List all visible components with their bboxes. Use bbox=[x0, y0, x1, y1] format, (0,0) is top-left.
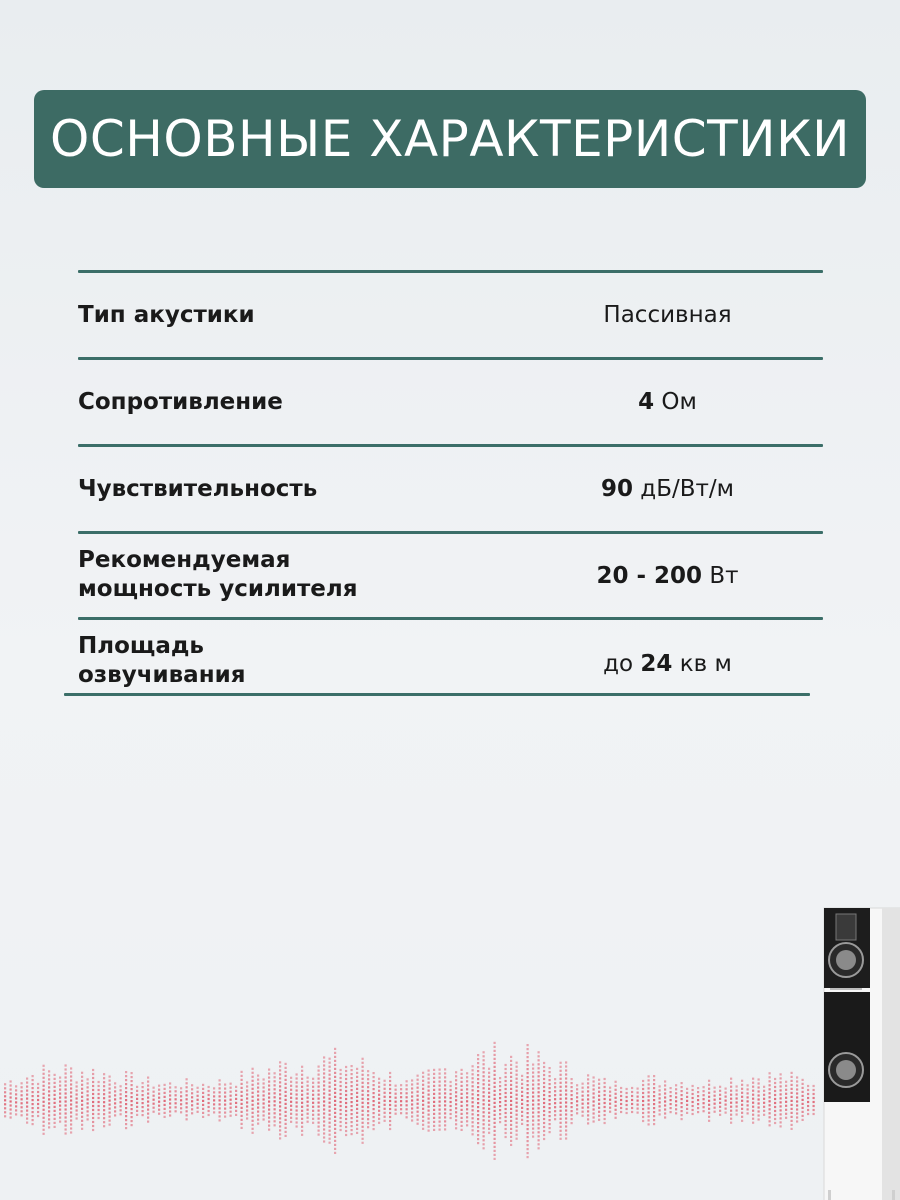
wave-bar bbox=[351, 1065, 353, 1135]
wave-bar bbox=[48, 1070, 50, 1128]
wave-bar bbox=[648, 1075, 650, 1125]
wave-bar bbox=[774, 1078, 776, 1124]
wave-bar bbox=[461, 1069, 463, 1131]
floor-speaker-image bbox=[812, 900, 900, 1200]
row-divider bbox=[78, 444, 823, 447]
wave-bar bbox=[312, 1078, 314, 1124]
wave-bar bbox=[626, 1088, 628, 1114]
spec-value bbox=[520, 562, 815, 591]
wave-bar bbox=[4, 1083, 6, 1117]
wave-bar bbox=[444, 1068, 446, 1130]
wave-bar bbox=[483, 1051, 485, 1149]
wave-bar bbox=[87, 1078, 89, 1120]
wave-bar bbox=[329, 1058, 331, 1144]
wave-bar bbox=[565, 1061, 567, 1139]
wave-bar bbox=[417, 1075, 419, 1125]
wave-bar bbox=[538, 1051, 540, 1149]
spec-value-number: 90 bbox=[600, 476, 633, 502]
wave-bar bbox=[549, 1067, 551, 1133]
spec-value bbox=[520, 301, 815, 330]
wave-bar bbox=[125, 1071, 127, 1129]
spec-value-unit: Ом bbox=[661, 389, 697, 415]
wave-bar bbox=[593, 1076, 595, 1122]
wave-bar bbox=[362, 1058, 364, 1144]
wave-bar bbox=[279, 1061, 281, 1139]
wave-bar bbox=[752, 1078, 754, 1124]
spec-value-text: Пассивная bbox=[603, 302, 732, 328]
wave-bar bbox=[620, 1087, 622, 1113]
wave-bar bbox=[252, 1068, 254, 1134]
wave-bar bbox=[670, 1087, 672, 1113]
wave-bar bbox=[466, 1072, 468, 1126]
wave-bar bbox=[142, 1082, 144, 1116]
wave-bar bbox=[268, 1069, 270, 1131]
wave-bar bbox=[301, 1066, 303, 1136]
wave-bar bbox=[675, 1084, 677, 1114]
wave-bar bbox=[26, 1078, 28, 1124]
wave-bar bbox=[692, 1085, 694, 1115]
spec-value-prefix: до bbox=[603, 651, 634, 677]
wave-bar bbox=[219, 1079, 221, 1121]
wave-bar bbox=[65, 1064, 67, 1134]
wave-bar bbox=[472, 1065, 474, 1135]
wave-bar bbox=[499, 1077, 501, 1123]
spec-value-number: 24 bbox=[640, 651, 673, 677]
wave-bar bbox=[587, 1074, 589, 1124]
wave-bar bbox=[802, 1079, 804, 1121]
wave-bar bbox=[384, 1080, 386, 1122]
wave-bar bbox=[708, 1080, 710, 1122]
spec-value bbox=[520, 650, 815, 679]
wave-bar bbox=[505, 1064, 507, 1138]
wave-bar bbox=[356, 1068, 358, 1134]
spec-label: Чувствительность bbox=[78, 476, 318, 502]
wave-bar bbox=[76, 1081, 78, 1119]
wave-bar bbox=[659, 1085, 661, 1115]
spec-value-number: 4 bbox=[638, 389, 655, 415]
wave-bar bbox=[697, 1087, 699, 1113]
wave-bar bbox=[576, 1084, 578, 1114]
wave-bar bbox=[725, 1088, 727, 1114]
wave-bar bbox=[736, 1085, 738, 1115]
wave-bar bbox=[230, 1083, 232, 1117]
wave-bar bbox=[780, 1073, 782, 1127]
wave-bar bbox=[510, 1056, 512, 1146]
spec-label: Площадь озвучивания bbox=[78, 633, 246, 688]
spec-value-unit: Вт bbox=[709, 563, 739, 589]
spec-value bbox=[520, 388, 815, 417]
wave-bar bbox=[516, 1062, 518, 1140]
wave-bar bbox=[763, 1086, 765, 1116]
wave-bar bbox=[224, 1084, 226, 1118]
wave-bar bbox=[169, 1082, 171, 1116]
wave-bar bbox=[395, 1085, 397, 1115]
wave-bar bbox=[59, 1077, 61, 1123]
wave-bar bbox=[70, 1067, 72, 1133]
wave-bar bbox=[554, 1078, 556, 1120]
row-divider bbox=[78, 617, 823, 620]
wave-bar bbox=[637, 1088, 639, 1114]
wave-bar bbox=[488, 1068, 490, 1134]
wave-bar bbox=[609, 1087, 611, 1113]
wave-bar bbox=[307, 1077, 309, 1123]
page-title: ОСНОВНЫЕ ХАРАКТЕРИСТИКИ bbox=[50, 110, 850, 168]
wave-bar bbox=[92, 1069, 94, 1131]
wave-bar bbox=[15, 1085, 17, 1115]
wave-bar bbox=[686, 1088, 688, 1114]
wave-bar bbox=[428, 1070, 430, 1132]
wave-bar bbox=[334, 1048, 336, 1154]
spec-label: Рекомендуемая мощность усилителя bbox=[78, 547, 358, 602]
wave-bar bbox=[109, 1076, 111, 1126]
wave-bar bbox=[114, 1082, 116, 1116]
wave-bar bbox=[521, 1075, 523, 1125]
wave-bar bbox=[560, 1062, 562, 1140]
wave-bar bbox=[153, 1087, 155, 1113]
wave-bar bbox=[730, 1078, 732, 1124]
spec-label: Тип акустики bbox=[78, 302, 255, 328]
wave-bar bbox=[202, 1084, 204, 1118]
row-divider bbox=[78, 531, 823, 534]
wave-bar bbox=[400, 1084, 402, 1114]
wave-bar bbox=[54, 1074, 56, 1128]
sound-wave-icon bbox=[0, 1030, 820, 1165]
wave-bar bbox=[604, 1078, 606, 1124]
wave-bar bbox=[796, 1076, 798, 1122]
row-divider bbox=[78, 357, 823, 360]
wave-bar bbox=[703, 1086, 705, 1112]
wave-bar bbox=[318, 1066, 320, 1136]
wave-bar bbox=[32, 1075, 34, 1125]
wave-bar bbox=[615, 1081, 617, 1119]
wave-bar bbox=[21, 1082, 23, 1116]
wave-bar bbox=[103, 1073, 105, 1127]
wave-bar bbox=[263, 1078, 265, 1120]
wave-bar bbox=[158, 1085, 160, 1115]
wave-bar bbox=[769, 1072, 771, 1126]
wave-bar bbox=[136, 1086, 138, 1116]
wave-bar bbox=[532, 1064, 534, 1138]
wave-bar bbox=[290, 1077, 292, 1123]
wave-bar bbox=[571, 1078, 573, 1124]
wave-bar bbox=[10, 1080, 12, 1118]
wave-bar bbox=[543, 1062, 545, 1140]
spec-value-number: 20 - 200 bbox=[596, 563, 703, 589]
wave-bar bbox=[98, 1081, 100, 1119]
wave-bar bbox=[213, 1087, 215, 1113]
row-divider bbox=[78, 270, 823, 273]
spec-value-unit: дБ/Вт/м bbox=[640, 476, 735, 502]
wave-bar bbox=[37, 1083, 39, 1117]
wave-bar bbox=[758, 1078, 760, 1120]
wave-bar bbox=[807, 1085, 809, 1115]
wave-bar bbox=[477, 1054, 479, 1144]
wave-bar bbox=[582, 1083, 584, 1117]
wave-bar bbox=[191, 1084, 193, 1114]
wave-bar bbox=[367, 1070, 369, 1128]
wave-bar bbox=[180, 1087, 182, 1113]
wave-bar bbox=[81, 1072, 83, 1130]
wave-bar bbox=[296, 1073, 298, 1127]
wave-bar bbox=[246, 1081, 248, 1119]
spec-value-unit: кв м bbox=[679, 651, 732, 677]
spec-label: Сопротивление bbox=[78, 389, 283, 415]
wave-bar bbox=[791, 1072, 793, 1130]
wave-bar bbox=[389, 1072, 391, 1130]
wave-bar bbox=[373, 1072, 375, 1130]
wave-bar bbox=[455, 1071, 457, 1129]
wave-bar bbox=[274, 1072, 276, 1126]
wave-bar bbox=[494, 1042, 496, 1160]
wave-bar bbox=[197, 1087, 199, 1113]
wave-bar bbox=[785, 1081, 787, 1119]
wave-bar bbox=[147, 1077, 149, 1123]
wave-bar bbox=[714, 1087, 716, 1113]
row-divider bbox=[64, 693, 810, 696]
wave-bar bbox=[598, 1079, 600, 1121]
wave-bar bbox=[257, 1075, 259, 1125]
wave-bar bbox=[43, 1065, 45, 1135]
wave-bar bbox=[664, 1080, 666, 1118]
wave-bar bbox=[120, 1085, 122, 1115]
wave-bar bbox=[345, 1066, 347, 1136]
wave-bar bbox=[241, 1071, 243, 1129]
wave-bar bbox=[378, 1078, 380, 1124]
wave-bar bbox=[186, 1078, 188, 1120]
spec-value bbox=[520, 475, 815, 504]
wave-bar bbox=[653, 1075, 655, 1125]
wave-bar bbox=[175, 1086, 177, 1112]
wave-bar bbox=[747, 1084, 749, 1114]
wave-bar bbox=[422, 1072, 424, 1130]
wave-bar bbox=[208, 1086, 210, 1116]
wave-bar bbox=[719, 1086, 721, 1116]
wave-bar bbox=[131, 1072, 133, 1126]
wave-bar bbox=[450, 1081, 452, 1119]
wave-bar bbox=[285, 1063, 287, 1137]
wave-bar bbox=[340, 1069, 342, 1131]
wave-bar bbox=[406, 1080, 408, 1118]
wave-bar bbox=[433, 1069, 435, 1131]
wave-bar bbox=[741, 1080, 743, 1122]
wave-bar bbox=[164, 1084, 166, 1118]
wave-bar bbox=[323, 1056, 325, 1142]
wave-bar bbox=[235, 1086, 237, 1116]
wave-bar bbox=[527, 1044, 529, 1158]
wave-bar bbox=[411, 1079, 413, 1121]
wave-bar bbox=[681, 1082, 683, 1120]
wave-bar bbox=[439, 1069, 441, 1131]
wave-bar bbox=[631, 1087, 633, 1113]
wave-bar bbox=[642, 1080, 644, 1122]
